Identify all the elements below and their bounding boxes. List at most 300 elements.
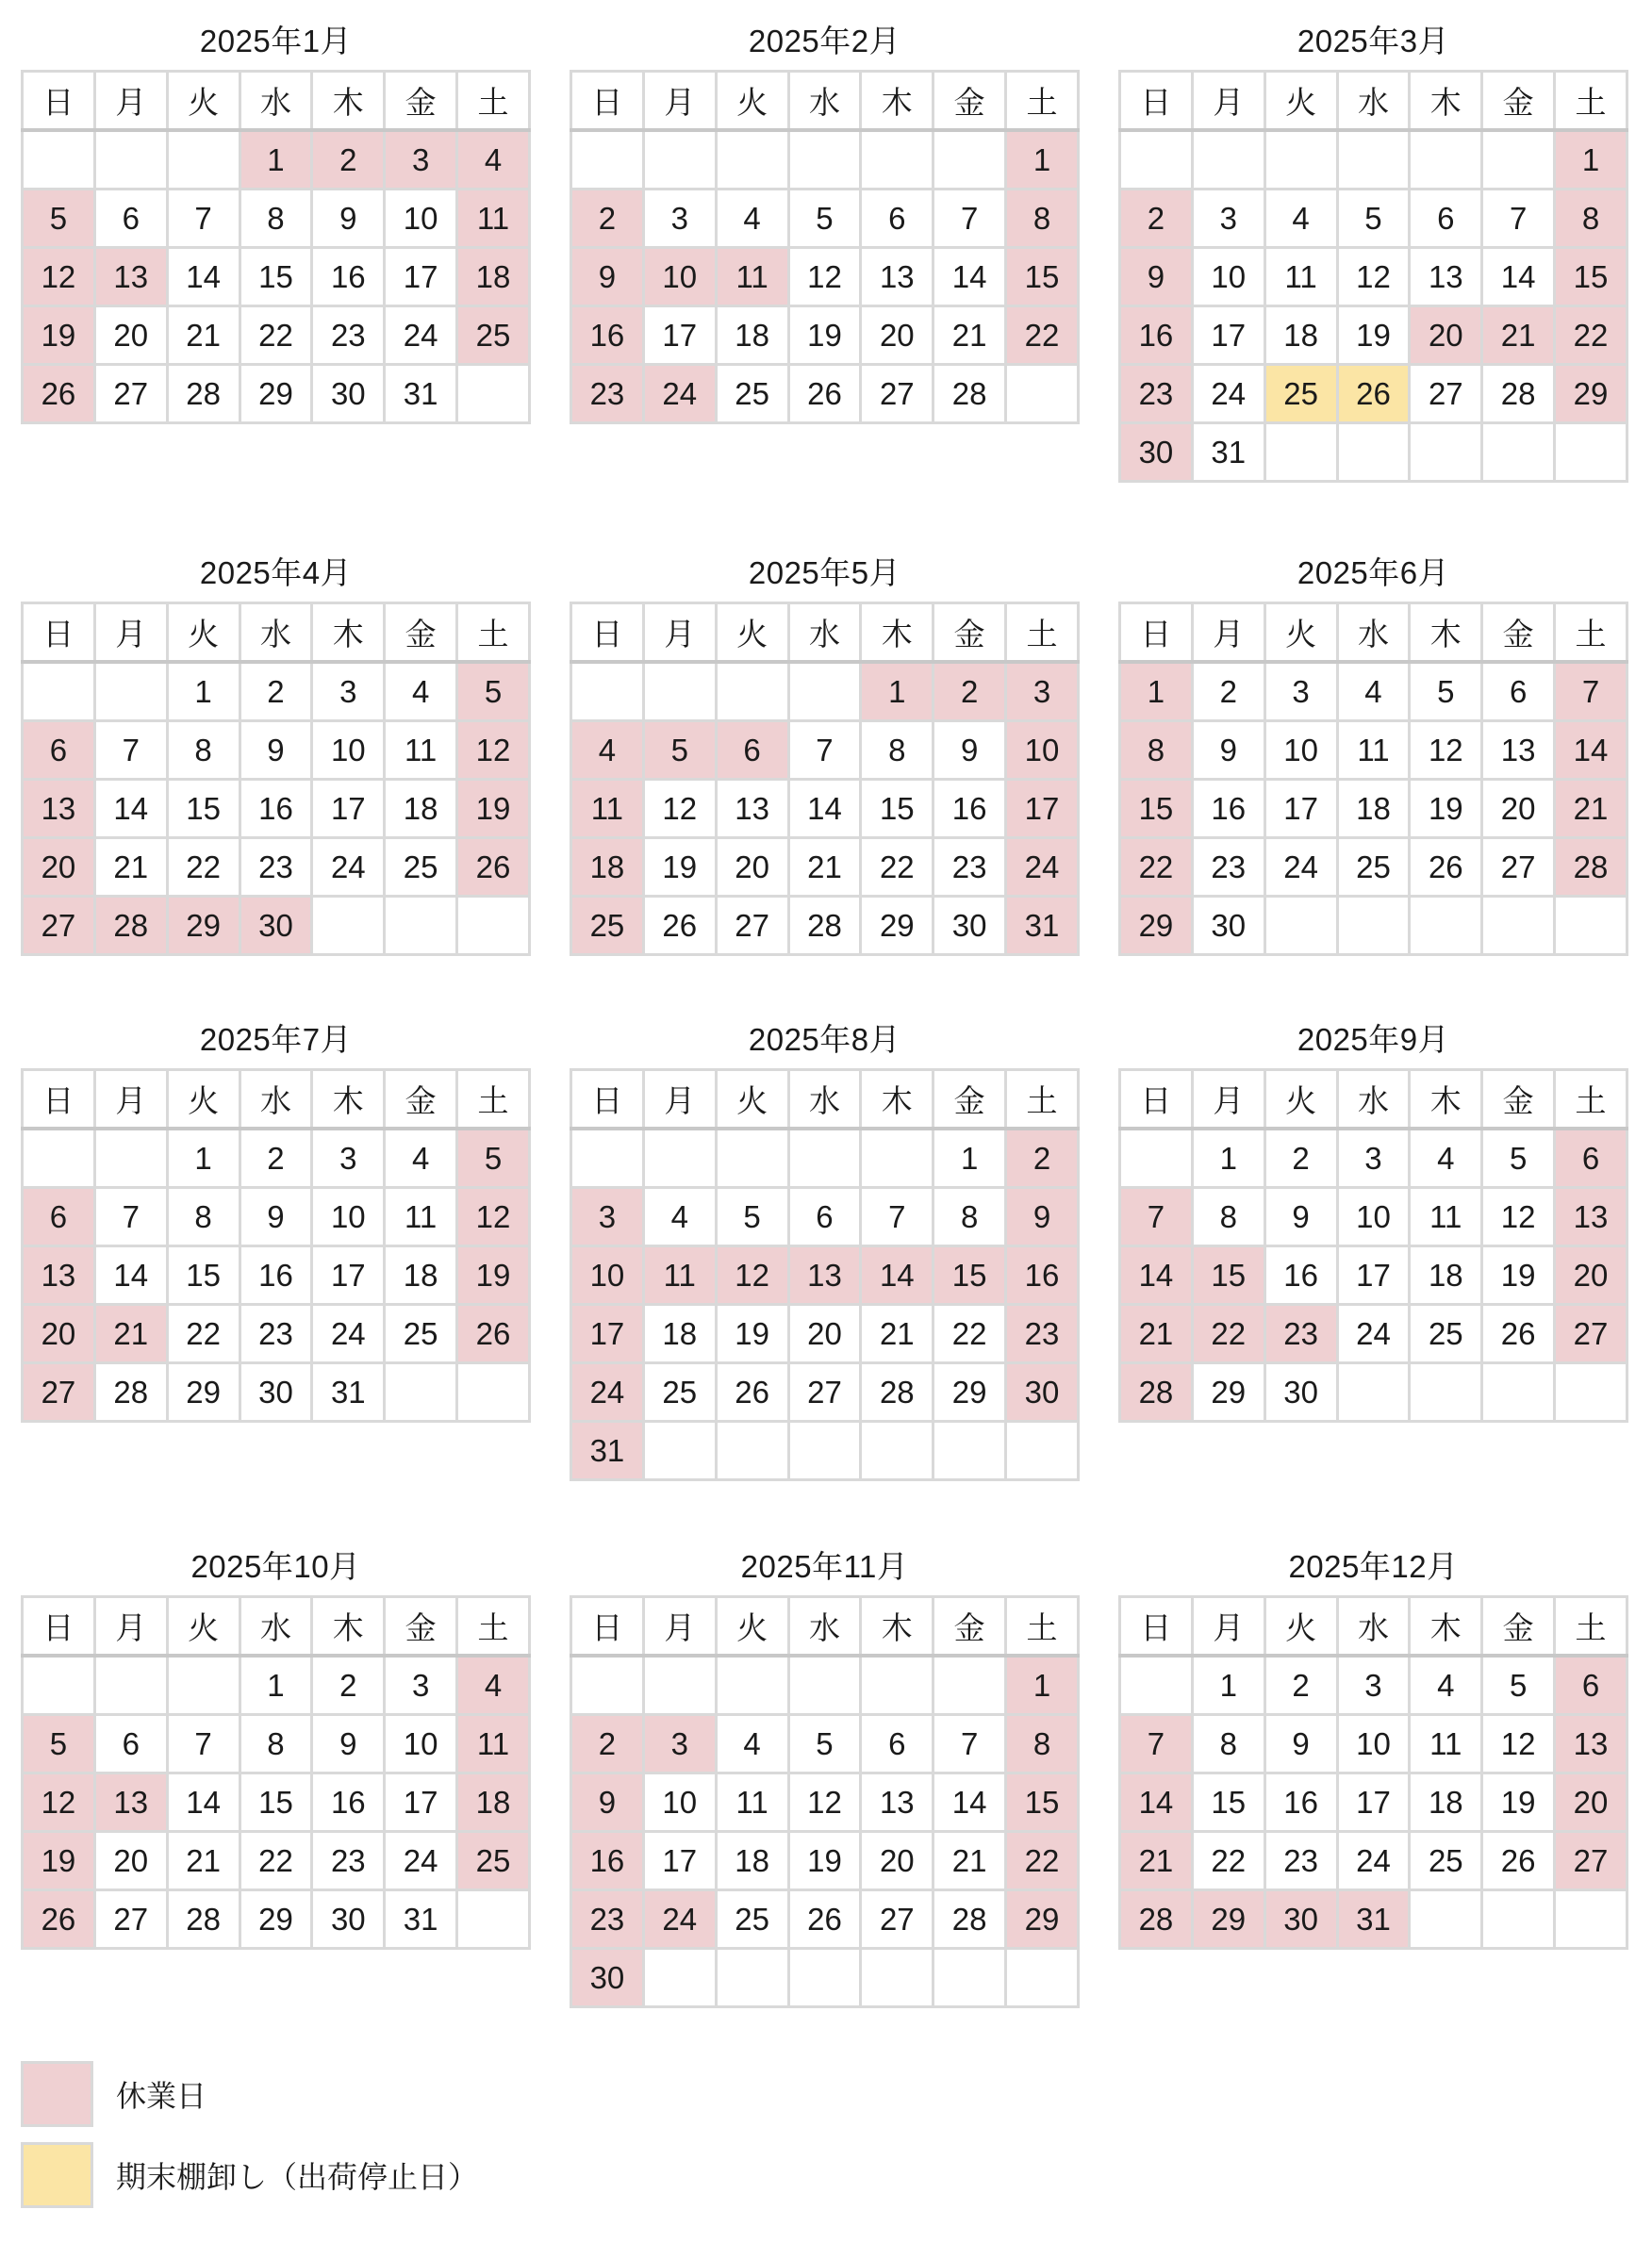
weekday-header-row — [1120, 603, 1627, 663]
day-cell: 14 — [861, 1246, 933, 1305]
empty-day-cell — [716, 1656, 788, 1715]
empty-day-cell — [1264, 423, 1337, 482]
day-cell: 18 — [1337, 780, 1410, 838]
week-row — [571, 1890, 1079, 1949]
weekday-header-row — [1120, 72, 1627, 131]
weekday-header: 火 — [167, 72, 240, 131]
empty-day-cell — [23, 130, 95, 190]
day-cell: 3 — [1192, 190, 1264, 248]
weekday-header: 日 — [23, 1597, 95, 1657]
month-title: 2025年1月 — [199, 24, 353, 58]
day-cell: 4 — [1410, 1656, 1482, 1715]
day-cell: 12 — [23, 1773, 95, 1832]
day-cell: 12 — [716, 1246, 788, 1305]
week-row — [571, 1305, 1079, 1363]
day-cell: 21 — [933, 1832, 1006, 1890]
week-row — [23, 838, 530, 897]
empty-day-cell — [1120, 1129, 1193, 1188]
weekday-header: 水 — [788, 1070, 861, 1130]
month-table — [1118, 70, 1628, 483]
day-cell: 6 — [788, 1188, 861, 1246]
week-row — [571, 130, 1079, 190]
week-row — [23, 1715, 530, 1773]
day-cell: 31 — [571, 1422, 644, 1480]
day-cell: 4 — [385, 1129, 457, 1188]
day-cell: 10 — [312, 721, 385, 780]
weekday-header: 木 — [1410, 72, 1482, 131]
day-cell: 8 — [933, 1188, 1006, 1246]
day-cell: 3 — [643, 190, 716, 248]
weekday-header: 木 — [861, 603, 933, 663]
weekday-header-row — [23, 1597, 530, 1657]
day-cell: 14 — [94, 1246, 167, 1305]
week-row — [571, 1949, 1079, 2007]
week-row — [571, 1246, 1079, 1305]
day-cell: 21 — [94, 1305, 167, 1363]
day-cell: 19 — [457, 1246, 530, 1305]
legend — [21, 2058, 478, 2211]
day-cell: 17 — [643, 306, 716, 365]
weekday-header: 土 — [1555, 72, 1627, 131]
week-row — [1120, 1363, 1627, 1422]
month-table — [1118, 1068, 1628, 1423]
day-cell: 18 — [571, 838, 644, 897]
empty-day-cell — [1120, 130, 1193, 190]
weekday-header: 木 — [1410, 1070, 1482, 1130]
day-cell: 5 — [788, 190, 861, 248]
day-cell: 16 — [1264, 1773, 1337, 1832]
day-cell: 7 — [1120, 1188, 1193, 1246]
day-cell: 8 — [167, 1188, 240, 1246]
empty-day-cell — [1264, 897, 1337, 955]
day-cell: 22 — [1192, 1832, 1264, 1890]
day-cell: 8 — [1192, 1188, 1264, 1246]
day-cell: 1 — [933, 1129, 1006, 1188]
empty-day-cell — [385, 1363, 457, 1422]
month-table — [21, 602, 531, 956]
weekday-header: 金 — [385, 603, 457, 663]
day-cell: 4 — [457, 130, 530, 190]
day-cell: 7 — [167, 1715, 240, 1773]
day-cell: 25 — [457, 306, 530, 365]
weekday-header: 水 — [240, 72, 312, 131]
day-cell: 13 — [1555, 1715, 1627, 1773]
weekday-header: 月 — [94, 1070, 167, 1130]
day-cell: 28 — [167, 365, 240, 423]
day-cell: 13 — [1410, 248, 1482, 306]
week-row — [23, 190, 530, 248]
empty-day-cell — [643, 1949, 716, 2007]
day-cell: 7 — [933, 1715, 1006, 1773]
month-title: 2025年4月 — [199, 555, 353, 590]
day-cell: 11 — [1264, 248, 1337, 306]
day-cell: 12 — [1482, 1188, 1555, 1246]
empty-day-cell — [457, 1890, 530, 1949]
day-cell: 13 — [716, 780, 788, 838]
empty-day-cell — [1482, 130, 1555, 190]
month-calendar — [1118, 13, 1628, 483]
weekday-header: 水 — [240, 1597, 312, 1657]
day-cell: 16 — [312, 1773, 385, 1832]
month-table — [1118, 1595, 1628, 1950]
day-cell: 22 — [1006, 1832, 1079, 1890]
day-cell: 24 — [1337, 1305, 1410, 1363]
day-cell: 4 — [571, 721, 644, 780]
week-row — [571, 306, 1079, 365]
month-title: 2025年7月 — [199, 1022, 353, 1057]
inventory-swatch — [21, 2142, 93, 2208]
month-title: 2025年11月 — [740, 1549, 909, 1584]
day-cell: 19 — [788, 1832, 861, 1890]
day-cell: 11 — [643, 1246, 716, 1305]
month-calendar — [21, 1012, 531, 1423]
weekday-header: 金 — [1482, 1597, 1555, 1657]
day-cell: 16 — [240, 1246, 312, 1305]
empty-day-cell — [788, 1949, 861, 2007]
month-calendar — [570, 1012, 1080, 1481]
day-cell: 26 — [1337, 365, 1410, 423]
week-row — [571, 1773, 1079, 1832]
day-cell: 17 — [1006, 780, 1079, 838]
empty-day-cell — [385, 897, 457, 955]
day-cell: 27 — [788, 1363, 861, 1422]
empty-day-cell — [788, 130, 861, 190]
day-cell: 15 — [1555, 248, 1627, 306]
month-calendar — [21, 1539, 531, 1950]
day-cell: 12 — [1337, 248, 1410, 306]
day-cell: 28 — [1120, 1890, 1193, 1949]
weekday-header: 月 — [1192, 603, 1264, 663]
day-cell: 20 — [1555, 1773, 1627, 1832]
month-title: 2025年3月 — [1297, 24, 1450, 58]
day-cell: 30 — [1192, 897, 1264, 955]
week-row — [23, 1890, 530, 1949]
day-cell: 20 — [716, 838, 788, 897]
weekday-header: 土 — [457, 72, 530, 131]
day-cell: 29 — [933, 1363, 1006, 1422]
month-table — [21, 1595, 531, 1950]
day-cell: 20 — [23, 838, 95, 897]
day-cell: 16 — [933, 780, 1006, 838]
day-cell: 19 — [1482, 1773, 1555, 1832]
day-cell: 7 — [1555, 662, 1627, 721]
day-cell: 9 — [1264, 1188, 1337, 1246]
empty-day-cell — [1006, 1949, 1079, 2007]
day-cell: 25 — [1410, 1832, 1482, 1890]
weekday-header: 水 — [1337, 1597, 1410, 1657]
day-cell: 18 — [457, 1773, 530, 1832]
day-cell: 28 — [94, 1363, 167, 1422]
day-cell: 22 — [1192, 1305, 1264, 1363]
day-cell: 9 — [571, 1773, 644, 1832]
month-table — [570, 602, 1080, 956]
day-cell: 5 — [23, 190, 95, 248]
day-cell: 21 — [1120, 1305, 1193, 1363]
empty-day-cell — [1337, 897, 1410, 955]
weekday-header: 金 — [933, 603, 1006, 663]
week-row — [1120, 306, 1627, 365]
weekday-header: 日 — [571, 603, 644, 663]
day-cell: 7 — [788, 721, 861, 780]
day-cell: 7 — [94, 721, 167, 780]
weekday-header: 火 — [1264, 72, 1337, 131]
empty-day-cell — [788, 1422, 861, 1480]
day-cell: 10 — [643, 1773, 716, 1832]
day-cell: 24 — [312, 838, 385, 897]
week-row — [1120, 780, 1627, 838]
day-cell: 23 — [1192, 838, 1264, 897]
week-row — [23, 1656, 530, 1715]
empty-day-cell — [1006, 365, 1079, 423]
weekday-header: 水 — [1337, 1070, 1410, 1130]
day-cell: 25 — [716, 1890, 788, 1949]
day-cell: 26 — [1410, 838, 1482, 897]
week-row — [23, 662, 530, 721]
empty-day-cell — [457, 1363, 530, 1422]
weekday-header: 木 — [1410, 603, 1482, 663]
day-cell: 23 — [1264, 1305, 1337, 1363]
empty-day-cell — [23, 1656, 95, 1715]
day-cell: 29 — [1192, 1890, 1264, 1949]
week-row — [23, 1832, 530, 1890]
day-cell: 8 — [1006, 1715, 1079, 1773]
day-cell: 28 — [1555, 838, 1627, 897]
day-cell: 21 — [1555, 780, 1627, 838]
day-cell: 11 — [457, 190, 530, 248]
day-cell: 15 — [1006, 1773, 1079, 1832]
day-cell: 15 — [1006, 248, 1079, 306]
day-cell: 6 — [23, 1188, 95, 1246]
day-cell: 27 — [1410, 365, 1482, 423]
month-calendar — [570, 1539, 1080, 2008]
week-row — [571, 897, 1079, 955]
day-cell: 5 — [1482, 1129, 1555, 1188]
day-cell: 6 — [23, 721, 95, 780]
day-cell: 20 — [1555, 1246, 1627, 1305]
empty-day-cell — [933, 1949, 1006, 2007]
day-cell: 9 — [933, 721, 1006, 780]
day-cell: 13 — [94, 1773, 167, 1832]
day-cell: 21 — [94, 838, 167, 897]
day-cell: 15 — [1192, 1246, 1264, 1305]
day-cell: 19 — [1410, 780, 1482, 838]
weekday-header: 月 — [94, 72, 167, 131]
day-cell: 31 — [1192, 423, 1264, 482]
day-cell: 12 — [23, 248, 95, 306]
day-cell: 2 — [933, 662, 1006, 721]
day-cell: 29 — [1006, 1890, 1079, 1949]
day-cell: 27 — [1482, 838, 1555, 897]
day-cell: 14 — [1120, 1773, 1193, 1832]
month-table — [21, 70, 531, 424]
day-cell: 8 — [167, 721, 240, 780]
day-cell: 9 — [1264, 1715, 1337, 1773]
day-cell: 17 — [643, 1832, 716, 1890]
day-cell: 18 — [716, 306, 788, 365]
month-calendar — [1118, 545, 1628, 956]
day-cell: 24 — [312, 1305, 385, 1363]
day-cell: 20 — [94, 306, 167, 365]
weekday-header: 木 — [312, 603, 385, 663]
day-cell: 10 — [1192, 248, 1264, 306]
day-cell: 3 — [385, 130, 457, 190]
weekday-header: 月 — [643, 1597, 716, 1657]
week-row — [571, 1363, 1079, 1422]
day-cell: 9 — [312, 1715, 385, 1773]
day-cell: 22 — [1120, 838, 1193, 897]
day-cell: 23 — [240, 1305, 312, 1363]
day-cell: 12 — [1410, 721, 1482, 780]
day-cell: 7 — [167, 190, 240, 248]
day-cell: 30 — [240, 1363, 312, 1422]
day-cell: 30 — [1006, 1363, 1079, 1422]
day-cell: 15 — [1192, 1773, 1264, 1832]
day-cell: 2 — [1264, 1129, 1337, 1188]
empty-day-cell — [716, 662, 788, 721]
day-cell: 24 — [385, 306, 457, 365]
empty-day-cell — [94, 1656, 167, 1715]
day-cell: 10 — [312, 1188, 385, 1246]
weekday-header: 土 — [1006, 1070, 1079, 1130]
day-cell: 15 — [240, 1773, 312, 1832]
weekday-header: 金 — [385, 1597, 457, 1657]
day-cell: 22 — [861, 838, 933, 897]
weekday-header: 火 — [167, 1597, 240, 1657]
day-cell: 24 — [1264, 838, 1337, 897]
day-cell: 21 — [788, 838, 861, 897]
day-cell: 11 — [716, 1773, 788, 1832]
empty-day-cell — [1337, 130, 1410, 190]
day-cell: 9 — [1006, 1188, 1079, 1246]
weekday-header: 日 — [1120, 1597, 1193, 1657]
day-cell: 16 — [1192, 780, 1264, 838]
day-cell: 10 — [643, 248, 716, 306]
empty-day-cell — [1192, 130, 1264, 190]
day-cell: 8 — [1006, 190, 1079, 248]
day-cell: 21 — [1482, 306, 1555, 365]
week-row — [1120, 897, 1627, 955]
day-cell: 30 — [312, 1890, 385, 1949]
day-cell: 19 — [1482, 1246, 1555, 1305]
weekday-header: 月 — [643, 603, 716, 663]
day-cell: 4 — [457, 1656, 530, 1715]
weekday-header: 日 — [571, 72, 644, 131]
day-cell: 29 — [240, 1890, 312, 1949]
day-cell: 9 — [240, 721, 312, 780]
empty-day-cell — [94, 1129, 167, 1188]
month-title: 2025年8月 — [748, 1022, 901, 1057]
day-cell: 11 — [571, 780, 644, 838]
day-cell: 1 — [1006, 130, 1079, 190]
day-cell: 16 — [571, 1832, 644, 1890]
week-row — [1120, 1832, 1627, 1890]
day-cell: 3 — [1337, 1129, 1410, 1188]
weekday-header: 土 — [1555, 1597, 1627, 1657]
day-cell: 4 — [1410, 1129, 1482, 1188]
day-cell: 5 — [457, 662, 530, 721]
day-cell: 29 — [240, 365, 312, 423]
weekday-header: 日 — [23, 72, 95, 131]
day-cell: 16 — [240, 780, 312, 838]
month-table — [570, 1068, 1080, 1481]
empty-day-cell — [1555, 423, 1627, 482]
day-cell: 6 — [1555, 1656, 1627, 1715]
weekday-header: 土 — [457, 1597, 530, 1657]
day-cell: 24 — [1337, 1832, 1410, 1890]
weekday-header: 月 — [94, 1597, 167, 1657]
day-cell: 21 — [1120, 1832, 1193, 1890]
week-row — [1120, 1129, 1627, 1188]
day-cell: 19 — [457, 780, 530, 838]
day-cell: 28 — [933, 365, 1006, 423]
day-cell: 11 — [385, 721, 457, 780]
day-cell: 28 — [933, 1890, 1006, 1949]
weekday-header: 火 — [716, 72, 788, 131]
day-cell: 5 — [1337, 190, 1410, 248]
week-row — [1120, 1890, 1627, 1949]
day-cell: 12 — [643, 780, 716, 838]
day-cell: 23 — [933, 838, 1006, 897]
weekday-header: 月 — [643, 1070, 716, 1130]
month-table — [1118, 602, 1628, 956]
empty-day-cell — [167, 130, 240, 190]
day-cell: 26 — [788, 1890, 861, 1949]
day-cell: 27 — [861, 1890, 933, 1949]
month-calendar — [570, 545, 1080, 956]
day-cell: 4 — [716, 1715, 788, 1773]
day-cell: 14 — [1555, 721, 1627, 780]
day-cell: 13 — [23, 1246, 95, 1305]
week-row — [571, 662, 1079, 721]
day-cell: 1 — [1006, 1656, 1079, 1715]
week-row — [23, 248, 530, 306]
weekday-header: 金 — [385, 72, 457, 131]
weekday-header-row — [571, 1597, 1079, 1657]
day-cell: 28 — [788, 897, 861, 955]
day-cell: 18 — [1410, 1246, 1482, 1305]
week-row — [571, 721, 1079, 780]
week-row — [1120, 1773, 1627, 1832]
day-cell: 14 — [788, 780, 861, 838]
weekday-header: 水 — [1337, 603, 1410, 663]
day-cell: 7 — [94, 1188, 167, 1246]
empty-day-cell — [1555, 897, 1627, 955]
weekday-header-row — [571, 1070, 1079, 1130]
day-cell: 31 — [312, 1363, 385, 1422]
week-row — [1120, 190, 1627, 248]
empty-day-cell — [1482, 423, 1555, 482]
weekday-header: 火 — [167, 1070, 240, 1130]
day-cell: 14 — [94, 780, 167, 838]
day-cell: 23 — [240, 838, 312, 897]
week-row — [23, 1246, 530, 1305]
day-cell: 19 — [23, 1832, 95, 1890]
week-row — [23, 1773, 530, 1832]
day-cell: 24 — [1006, 838, 1079, 897]
day-cell: 6 — [94, 1715, 167, 1773]
day-cell: 6 — [716, 721, 788, 780]
day-cell: 18 — [1410, 1773, 1482, 1832]
month-title: 2025年10月 — [190, 1549, 361, 1584]
month-table — [21, 1068, 531, 1423]
empty-day-cell — [23, 1129, 95, 1188]
week-row — [1120, 130, 1627, 190]
weekday-header: 水 — [1337, 72, 1410, 131]
week-row — [571, 1656, 1079, 1715]
day-cell: 15 — [240, 248, 312, 306]
day-cell: 24 — [1192, 365, 1264, 423]
day-cell: 3 — [1006, 662, 1079, 721]
